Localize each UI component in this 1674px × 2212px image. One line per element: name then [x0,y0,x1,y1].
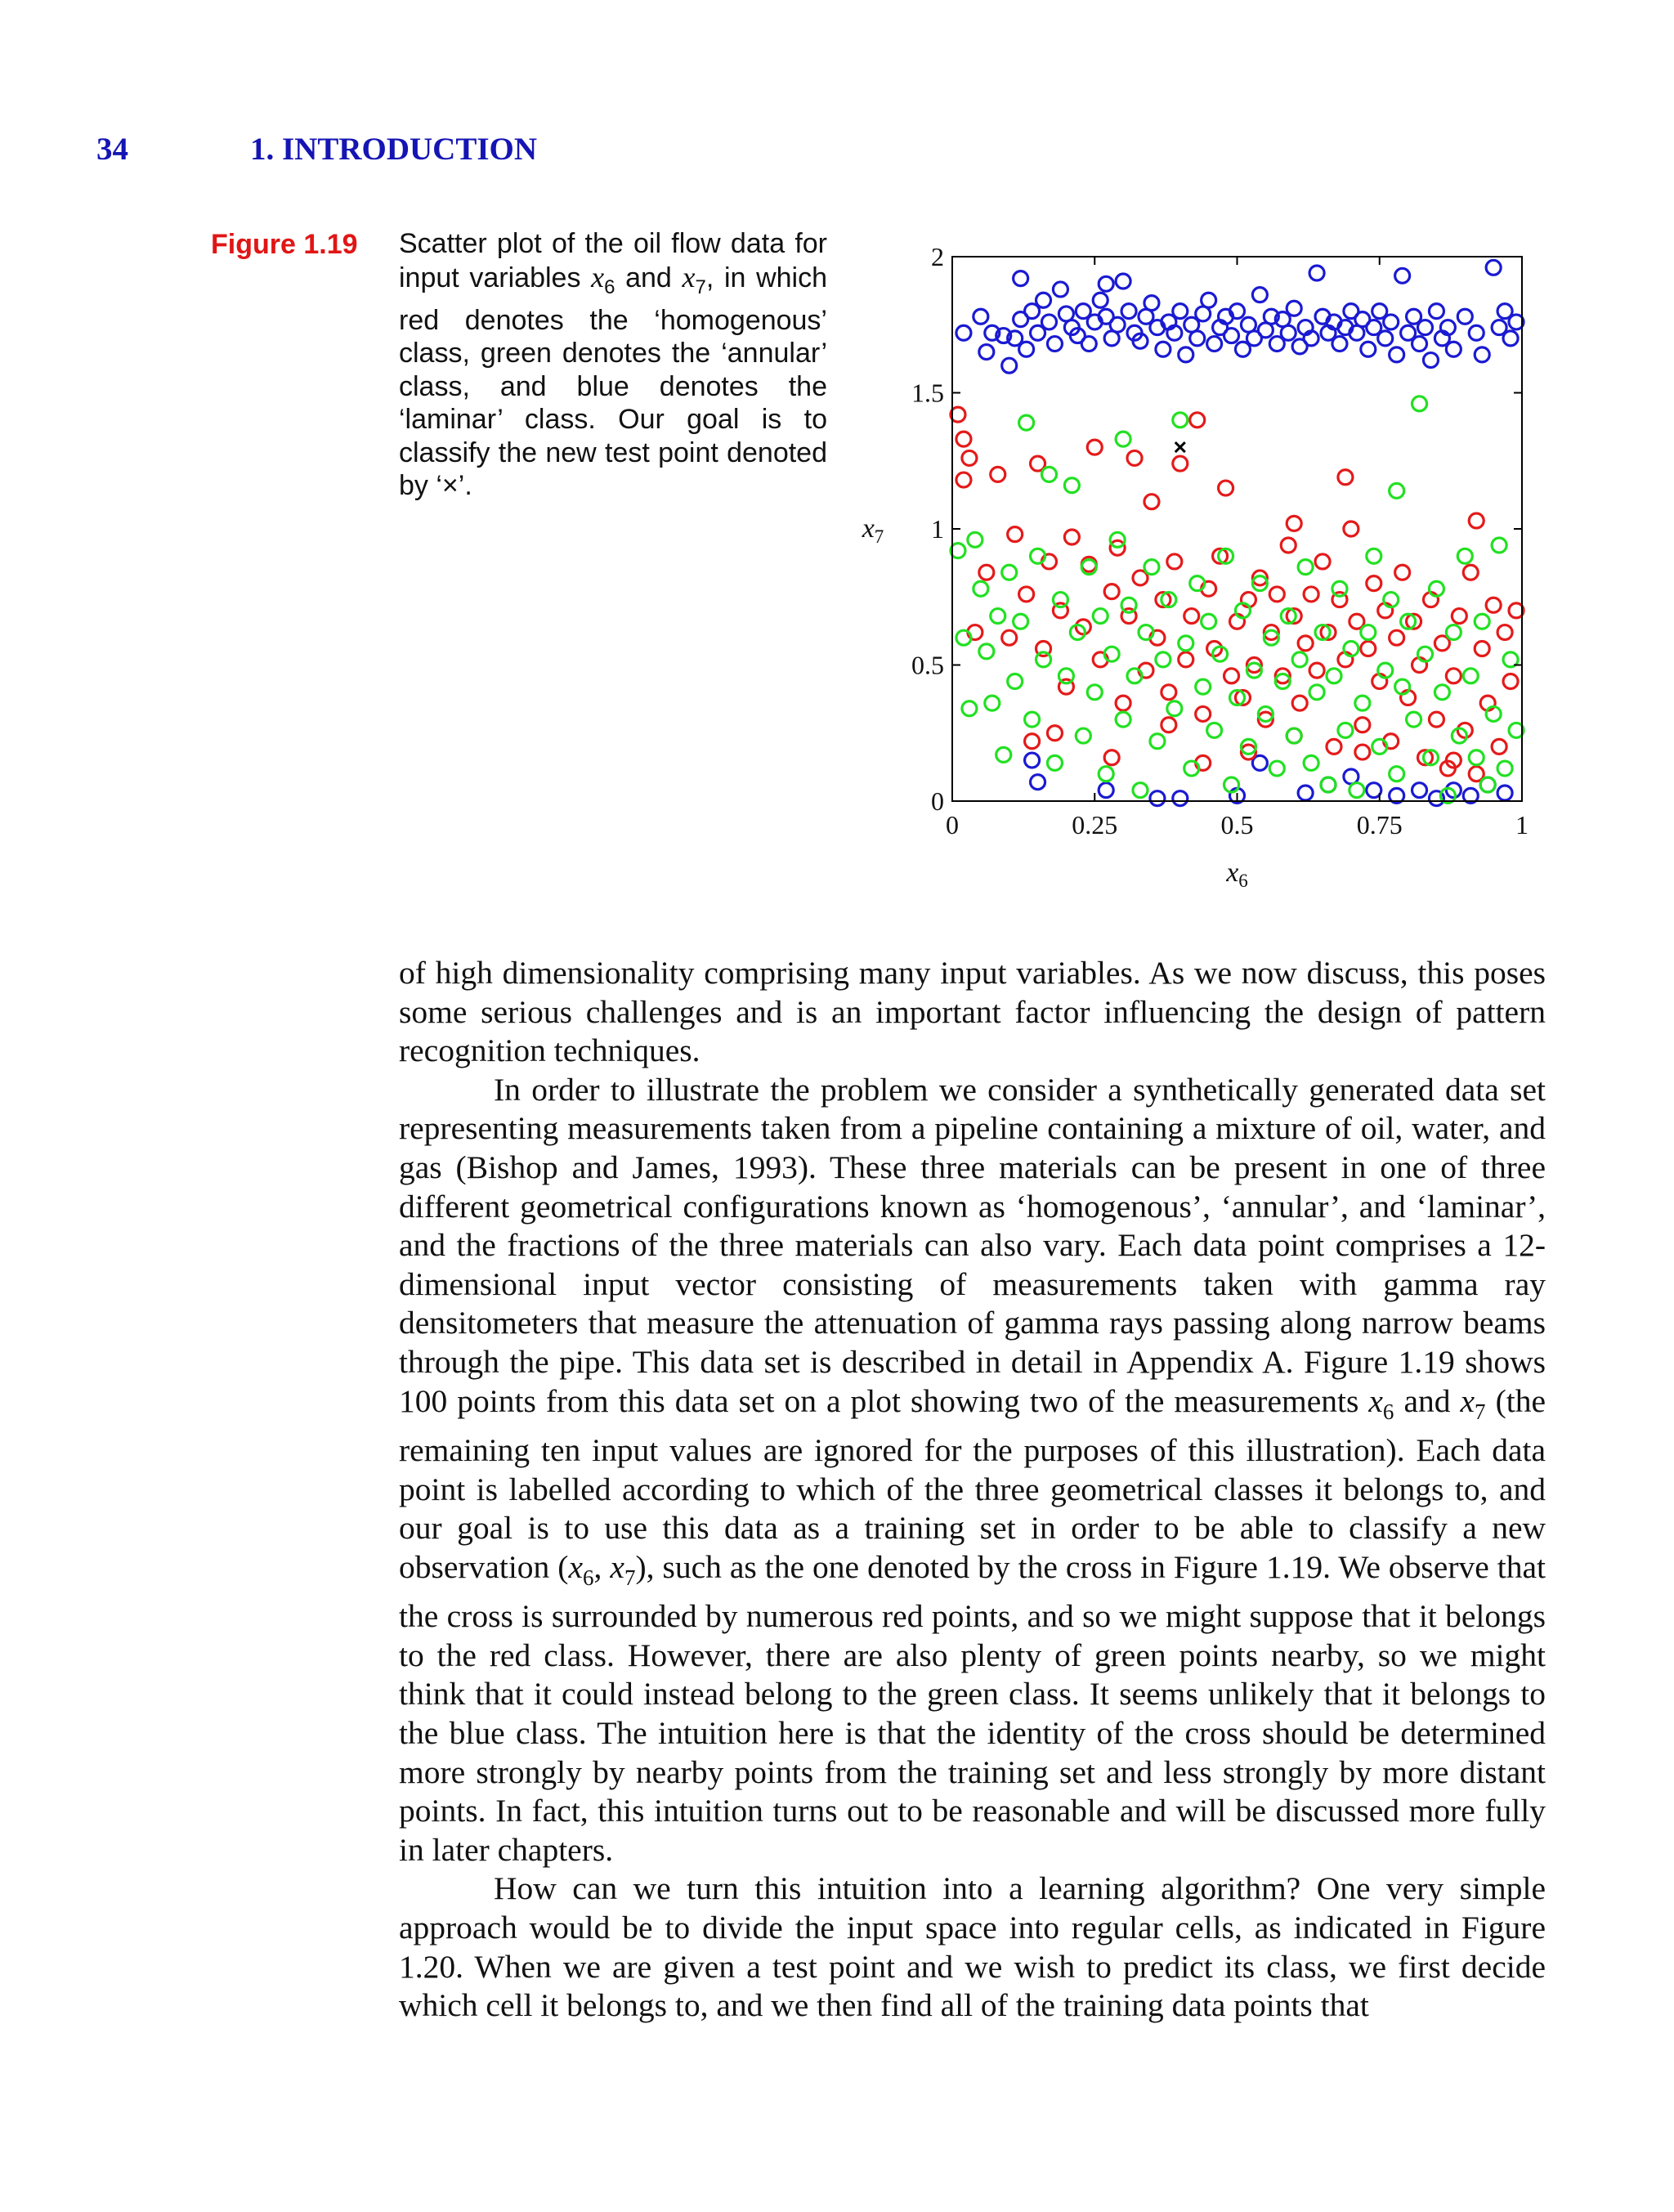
red-point [1008,527,1023,542]
math-subscript: 7 [1475,1399,1486,1424]
blue-point [1486,260,1501,275]
green-point [1332,581,1347,596]
red-point [1019,587,1034,602]
green-point [1309,685,1324,700]
y-tick-label: 2 [931,242,944,271]
red-point [1047,726,1062,741]
blue-point [1173,791,1188,806]
red-point [1064,530,1079,544]
red-point [1395,565,1410,580]
red-point [1162,685,1176,700]
green-point [985,696,1000,710]
red-point [1361,642,1376,656]
red-point [1104,750,1119,765]
blue-point [1099,783,1113,798]
red-point [1452,609,1466,624]
red-point [1087,440,1102,454]
blue-point [1053,282,1068,297]
math-subscript: 6 [1382,1399,1394,1424]
red-point [1355,745,1370,759]
y-tick-label: 1 [931,514,944,544]
green-point [1463,669,1478,683]
green-point [1361,625,1376,640]
math-var: x [610,1548,624,1585]
blue-point [1418,320,1433,335]
blue-point [1332,337,1347,352]
blue-point [1041,315,1056,329]
blue-point [1202,293,1216,307]
caption-var: x [682,260,696,293]
green-point [1064,478,1079,493]
math-paren: ) [635,1548,647,1585]
red-point [1190,413,1205,428]
math-comma: , [593,1548,611,1585]
red-point [956,472,971,487]
caption-subscript: 7 [695,275,706,298]
blue-point [979,345,994,360]
red-point [1287,516,1301,531]
blue-point [1378,331,1393,346]
green-point [1059,669,1073,683]
green-point [1480,777,1495,792]
math-paren: ( [557,1548,569,1585]
paragraph: How can we turn this intuition into a learning algorithm? One very simple approach would be to divide the input space into regular cells, as indicated in Figure 1.20. When we are given a test point and we wish to predict its class, we first decide which cell it belongs to, and we then find all of the training data points that [399,1870,1546,2024]
red-point [1144,495,1159,509]
green-point [1196,679,1211,694]
y-tick-label: 0 [931,786,944,816]
green-point [1469,750,1484,765]
green-point [979,644,994,659]
y-tick-label: 1.5 [911,378,944,408]
blue-point [1412,337,1427,352]
green-point [1041,467,1056,481]
paragraph-text: and [1394,1382,1461,1419]
green-point [1492,538,1506,553]
blue-point [1047,337,1062,352]
red-point [1292,696,1307,710]
red-point [1446,669,1461,683]
red-point [979,565,994,580]
green-point [1173,413,1188,428]
caption-text: , in which red denotes the ‘homogenous’ class, green denotes the ‘annular’ class, and blue denotes the ‘laminar’ class. Our goal is to classify the new test point denoted by ‘×’. [399,262,827,502]
green-point [1435,685,1449,700]
green-point [1099,767,1113,781]
green-point [1167,701,1182,716]
red-point [1309,663,1324,678]
blue-point [1252,288,1267,302]
math-var: x [1460,1382,1475,1419]
red-point [1224,669,1239,683]
green-point [1133,783,1148,798]
blue-point [1110,317,1125,332]
red-point [1475,642,1489,656]
blue-point [1173,304,1188,319]
green-point [1367,549,1381,563]
green-point [1390,767,1404,781]
red-point [1173,456,1188,471]
x-tick-label: 0.5 [1220,810,1254,840]
paragraph: of high dimensionality comprising many input variables. As we now discuss, this poses some serious challenges and is an important factor influencing the design of pattern recognition techniques. [399,955,1546,1069]
green-point [1207,723,1222,737]
blue-point [1002,358,1017,373]
green-point [1412,396,1427,411]
blue-point [1099,276,1113,291]
blue-point [1457,309,1472,324]
blue-point [1469,325,1484,340]
paragraph [399,1071,1546,1870]
red-point [1492,739,1506,754]
blue-point [1207,337,1222,352]
blue-point [1497,786,1512,800]
x-tick-label: 0.25 [1072,810,1118,840]
math-subscript: 6 [583,1565,594,1590]
green-point [968,532,982,547]
blue-point [1224,329,1239,343]
green-point [1304,755,1318,770]
blue-point [1429,304,1443,319]
green-point [1269,761,1284,776]
blue-point [1190,331,1205,346]
red-point [1367,576,1381,591]
blue-point [1446,342,1461,356]
blue-point [1156,342,1170,356]
chapter-title: 1. INTRODUCTION [250,132,538,167]
red-point [1463,565,1478,580]
blue-point [1395,268,1410,283]
caption-subscript: 6 [604,275,615,298]
x-tick-label: 1 [1515,810,1529,840]
paragraph-text: (the remaining ten input values are ignored for the purposes of this illustration). Each data point is labelled according to which of the three geometrical classes it belongs to, and our goal is to use this data as a training set in order to be able to classify a new observation [399,1382,1546,1585]
blue-point [1412,783,1427,798]
blue-point [1036,293,1051,307]
scatter-plot [834,237,1569,891]
blue-point [1309,266,1324,280]
green-point [1156,652,1170,667]
green-point [1327,669,1341,683]
red-point [1355,718,1370,732]
green-point [1150,734,1165,749]
y-axis-label: $x_7$ [862,513,884,547]
blue-point [1019,342,1034,356]
blue-point [1093,293,1108,307]
red-point [962,450,977,465]
green-point [1093,609,1108,624]
x-tick-label: 0 [946,810,959,840]
green-point [1025,712,1040,727]
green-point [1008,674,1023,688]
blue-point [1179,347,1193,362]
figure-caption [399,227,827,503]
blue-point [974,309,988,324]
green-point [1287,728,1301,743]
red-point [1162,718,1176,732]
blue-point [1281,325,1296,340]
green-point [1144,560,1159,575]
math-var: x [568,1548,583,1585]
blue-point [1116,274,1130,289]
red-point [1469,513,1484,528]
red-point [1486,598,1501,612]
running-head [0,131,1674,172]
red-point [1167,554,1182,569]
green-point [1338,723,1353,737]
green-point [1321,777,1336,792]
red-point [956,432,971,446]
green-point [996,747,1011,762]
caption-text: and [615,262,683,293]
green-point [1202,614,1216,629]
red-point [1344,522,1358,536]
green-point [1053,593,1068,607]
green-point [1407,712,1421,727]
blue-point [1025,753,1040,768]
green-point [1087,685,1102,700]
red-point [1179,652,1193,667]
test-point-cross [1175,442,1185,452]
blue-point [1144,296,1159,311]
green-point [1475,614,1489,629]
green-point [1014,614,1028,629]
green-point [1047,755,1062,770]
green-point [1116,432,1130,446]
red-point [1338,470,1353,485]
red-point [1503,674,1518,688]
x-axis-label: $x_6$ [1226,857,1248,891]
red-point [1104,584,1119,599]
red-point [991,467,1005,481]
green-point [1179,636,1193,651]
paragraph-text: In order to illustrate the problem we consider a synthetically generated data set representing measurements taken from a pipeline containing a mixture of oil, water, and gas (Bishop and James, 1993). These three materials can be present in one of three different geometrical configurations known as ‘homogenous’, ‘annular’, and ‘laminar’, and the fractions of the three materials can also vary. Each data point comprises a 12-dimensional input vector consisting of measurements taken with gamma ray densitometers that measure the attenuation of gamma rays passing along narrow beams through the pipe. This data set is described in detail in Appendix A. Figure 1.19 shows 100 points from this data set on a plot showing two of the measurements [399,1071,1546,1419]
blue-point [1014,271,1028,286]
red-point [1315,554,1330,569]
page-number: 34 [96,132,128,167]
green-point [1076,728,1090,743]
body-text [399,954,1546,2026]
paragraph-text: , such as the one denoted by the cross in Figure 1.19. We observe that the cross is surrounded by numerous red points, and so we might suppose that it belongs to the red class. However, there are also plenty of green points nearby, so we might think that it could instead belong to the green class. It seems unlikely that it belongs to the blue class. The intuition here is that the identity of the cross should be determined more strongly by nearby points from the training set and less strongly by more distant points. In fact, this intuition turns out to be reasonable and will be discussed more fully in later chapters. [399,1548,1546,1868]
blue-point [1031,775,1045,790]
blue-point [956,325,971,340]
blue-point [1423,353,1438,368]
blue-point [1503,331,1518,346]
red-point [1025,734,1040,749]
blue-point [1287,301,1301,316]
red-point [1429,712,1443,727]
blue-point [1475,347,1489,362]
red-point [1390,630,1404,645]
green-point [1292,652,1307,667]
blue-point [1384,315,1399,329]
data-markers [951,260,1524,805]
red-point [1304,587,1318,602]
green-point [1019,415,1034,430]
red-point [1127,450,1142,465]
math-var: x [1368,1382,1383,1419]
green-point [1298,560,1313,575]
green-point [1121,598,1136,612]
red-point [1002,630,1017,645]
green-point [1116,712,1130,727]
blue-point [1298,786,1313,800]
green-point [1036,652,1051,667]
red-point [1327,739,1341,754]
green-point [1457,549,1472,563]
green-point [962,701,977,716]
green-point [1497,761,1512,776]
red-point [1116,696,1130,710]
y-tick-label: 0.5 [911,650,944,680]
blue-point [1121,304,1136,319]
green-point [991,609,1005,624]
red-point [1281,538,1296,553]
green-point [974,581,988,596]
figure-label: Figure 1.19 [211,229,358,260]
green-point [1002,565,1017,580]
green-point [1446,625,1461,640]
red-point [1219,481,1233,495]
x-tick-label: 0.75 [1356,810,1403,840]
red-point [1497,625,1512,640]
red-point [1184,609,1199,624]
red-point [1196,706,1211,721]
blue-point [1150,791,1165,806]
math-subscript: 7 [624,1565,636,1590]
green-point [1355,696,1370,710]
blue-point [1081,337,1096,352]
blue-point [1361,342,1376,356]
red-point [1298,636,1313,651]
caption-var: x [591,260,605,293]
caption-text: Scatter plot of the oil flow data for input variables [399,228,827,293]
blue-point [1390,347,1404,362]
red-point [1269,587,1284,602]
green-point [1390,483,1404,498]
green-point [1349,783,1364,798]
